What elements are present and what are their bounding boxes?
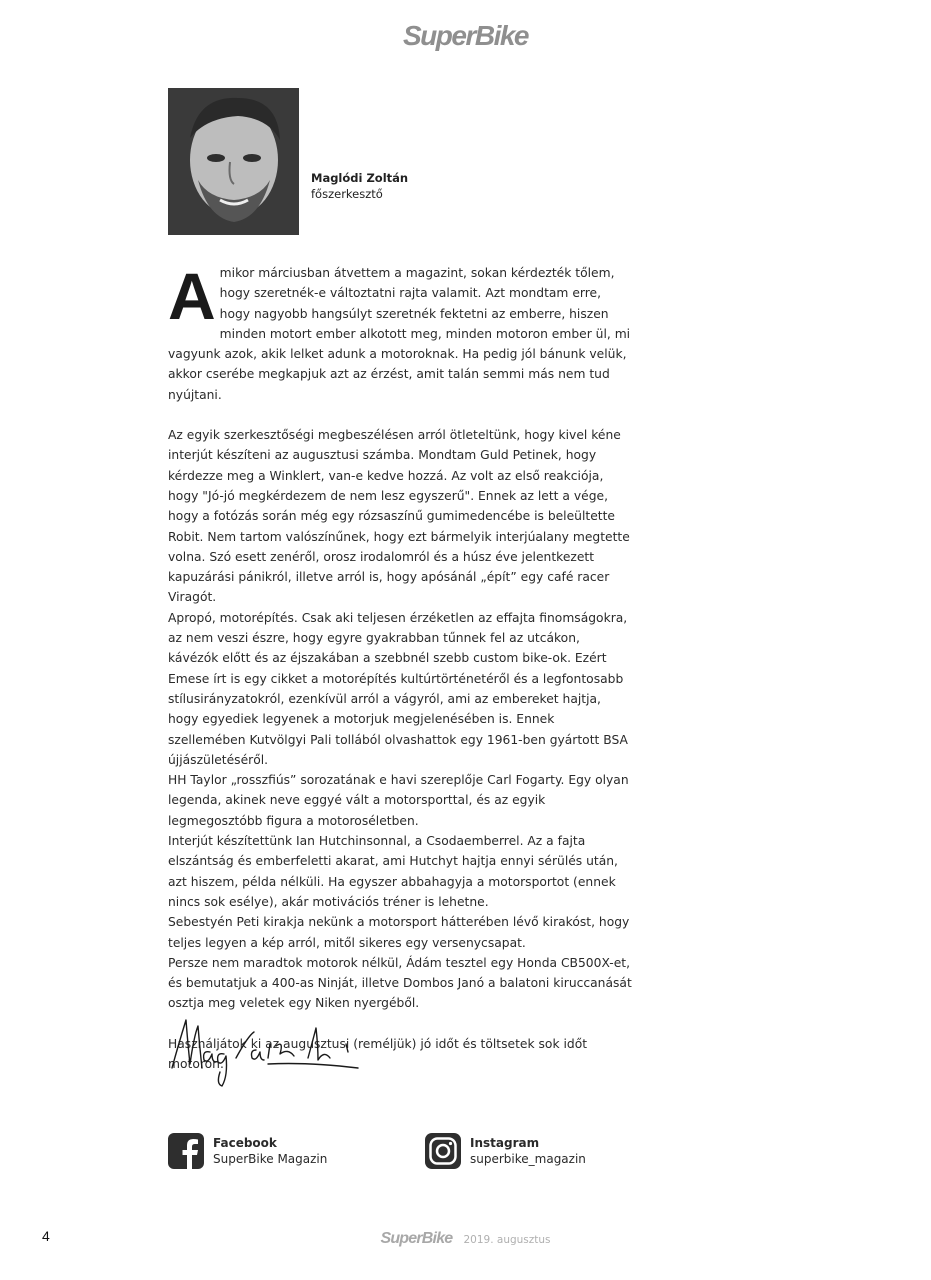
article-paragraph: Az egyik szerkesztőségi megbeszélésen arról ötleteltünk, hogy kivel kéne interjút készíteni az augusztusi számba. Mondtam Guld Petinek, hogy kérdezze meg a Winklert, van-e kedve hozzá. Az volt az első reakciója, hogy "Jó-jó megkérdezem de nem lesz egyszerű". Ennek az lett a vége, hogy a fotózás során még egy rózsaszínű gumimedencébe is beleültette Robit. Nem tartom valószínűnek, hogy ezt bármelyik interjúalany megtette volna. Szó esett zenéről, orosz irodalomról és a húsz éve jelentkezett kapuzárási pánikról, illetve arról is, hogy apósánál „épít” egy café racer Viragót. [168,428,630,605]
instagram-icon [425,1133,461,1169]
author-block [311,170,408,202]
handwritten-signature [158,1006,368,1094]
facebook-icon [168,1133,204,1169]
facebook-label: Facebook [213,1136,277,1150]
footer-logo: SuperBike [380,1230,453,1247]
instagram-handle: superbike_magazin [470,1152,586,1166]
drop-cap: A [168,259,216,333]
instagram-label: Instagram [470,1136,540,1150]
article-paragraph: Persze nem maradtok motorok nélkül, Ádám tesztel egy Honda CB500X-et, és bemutatjuk a 400-as Ninját, illetve Dombos Janó a balatoni kiruccanását osztja meg veletek egy Niken nyergéből. [168,955,632,1011]
article-paragraph: Interjút készítettünk Ian Hutchinsonnal, a Csodaemberrel. Az a fajta elszántság és emberfeletti akarat, ami Hutchyt hajtja ennyi sérülés után, azt hiszem, példa nélküli. Ha egyszer abbahagyja a motorsportot (ennek nincs sok esélye), akár motivációs tréner is lehetne. [168,834,618,909]
page-number: 4 [42,1228,50,1244]
article-paragraph: Használjátok ki az augusztusi (reméljük) jó időt és töltsetek sok időt motoron. [168,1036,588,1071]
footer [0,1228,931,1248]
author-name: Maglódi Zoltán [311,171,409,185]
facebook-link[interactable] [168,1133,327,1169]
article-paragraph: Sebestyén Peti kirakja nekünk a motorsport hátterében lévő kirakóst, hogy teljes legyen a kép arról, mitől sikeres egy versenycsapat. [168,915,630,950]
footer-date: 2019. augusztus [463,1234,551,1246]
instagram-link[interactable] [425,1133,586,1169]
facebook-handle: SuperBike Magazin [213,1152,328,1166]
editorial-article [168,259,634,1074]
article-paragraph: Amikor márciusban átvettem a magazint, sokan kérdezték tőlem, hogy szeretnék-e változtatni rajta valamit. Azt mondtam erre, hogy nagyobb hangsúlyt szeretnék fektetni az emberre, hiszen minden motort ember alkotott meg, minden motoron ember ül, mi vagyunk azok, akik lelket adunk a motoroknak. Ha pedig jól bánunk velük, akkor cserébe megkapjuk azt az érzést, amit talán semmi más nem tud nyújtani. [168,259,631,402]
article-paragraph: HH Taylor „rosszfiús” sorozatának e havi szereplője Carl Fogarty. Egy olyan legenda, akinek neve eggyé vált a motorsporttal, és az egyik legmegosztóbb figura a motoroséletben. [168,773,629,828]
article-paragraph: Apropó, motorépítés. Csak aki teljesen érzéketlen az effajta finomságokra, az nem veszi észre, hogy egyre gyakrabban tűnnek fel az utcákon, kávézók előtt és az éjszakában a szebbnél szebb custom bike-ok. Ezért Emese írt is egy cikket a motorépítés kultúrtörténetéről és a legfontosabb stílusirányzatokról, ezenkívül arról a vágyról, ami az embereket hajtja, hogy egyediek legyenek a motorjuk megjelenésében is. Ennek szellemében Kutvölgyi Pali tollából olvashattok egy 1961-ben gyártott BSA újjászületéséről. [168,610,628,767]
header-logo: SuperBike [403,20,528,51]
author-role: főszerkesztő [311,187,383,201]
author-photo [168,88,299,235]
